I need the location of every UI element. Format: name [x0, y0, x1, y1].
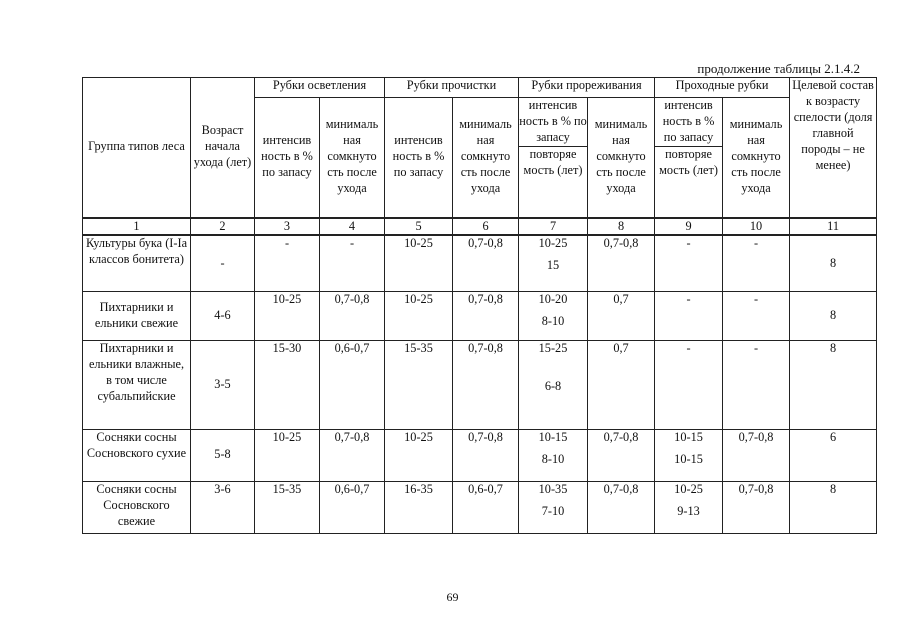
column-number: 3 — [255, 218, 320, 236]
cell-prokhodnye — [655, 340, 723, 429]
cell-prorezhivanie — [519, 340, 588, 429]
header-prokhodnye: Проходные рубки — [655, 78, 790, 98]
cell-intensity: 15-30 — [255, 340, 320, 429]
subheader-min-density: минималь ная сомкнуто сть после ухода — [588, 98, 655, 218]
cell-prokhodnye — [655, 291, 723, 340]
cell-prorezhivanie-repeat: 8-10 — [541, 313, 565, 328]
cell-prorezhivanie-intensity: 10-15 — [538, 429, 568, 444]
subheader-intensity-repeat — [519, 98, 588, 218]
cell-prorezhivanie — [519, 235, 588, 291]
table-row — [83, 340, 877, 429]
cell-min-density: 0,7-0,8 — [723, 429, 790, 481]
cell-prokhodnye-intensity: - — [686, 340, 691, 355]
cell-target: 8 — [790, 340, 877, 429]
cell-intensity: 10-25 — [385, 429, 453, 481]
subheader-intensity: интенсив ность в % по запасу — [519, 98, 587, 147]
cell-min-density: 0,7-0,8 — [588, 429, 655, 481]
cell-age: 5-8 — [191, 429, 255, 481]
cell-prokhodnye-intensity: - — [686, 236, 691, 251]
subheader-repeat: повторяе мость (лет) — [659, 146, 718, 177]
cell-target: 6 — [790, 429, 877, 481]
cell-prorezhivanie — [519, 291, 588, 340]
cell-intensity: - — [255, 235, 320, 291]
header-prorezhivanie: Рубки прореживания — [519, 78, 655, 98]
subheader-intensity: интенсив ность в % по запасу — [655, 98, 722, 147]
column-number: 6 — [453, 218, 519, 236]
cell-prokhodnye-repeat: 10-15 — [674, 451, 703, 466]
cell-prorezhivanie-repeat: 7-10 — [541, 503, 565, 518]
table-caption: продолжение таблицы 2.1.4.2 — [697, 61, 860, 76]
cell-prorezhivanie-repeat: 6-8 — [544, 378, 562, 393]
column-number: 5 — [385, 218, 453, 236]
table-row — [83, 429, 877, 481]
header-group: Группа типов леса — [83, 78, 191, 218]
cell-intensity: 10-25 — [255, 429, 320, 481]
cell-age: 3-5 — [191, 340, 255, 429]
cell-age: - — [191, 235, 255, 291]
cell-min-density: 0,6-0,7 — [453, 481, 519, 533]
cell-target: 8 — [790, 291, 877, 340]
page-number: 69 — [446, 590, 459, 604]
table-row — [83, 291, 877, 340]
subheader-min-density: минималь ная сомкнуто сть после ухода — [320, 98, 385, 218]
subheader-intensity: интенсив ность в % по запасу — [255, 98, 320, 218]
subheader-repeat: повторяе мость (лет) — [523, 146, 583, 177]
cell-target: 8 — [790, 235, 877, 291]
column-number: 9 — [655, 218, 723, 236]
cell-min-density: 0,7-0,8 — [453, 429, 519, 481]
cell-prokhodnye-intensity: - — [686, 291, 691, 306]
cell-prorezhivanie-intensity: 10-25 — [538, 236, 568, 251]
column-number: 2 — [191, 218, 255, 236]
header-age: Возраст начала ухода (лет) — [191, 78, 255, 218]
cell-target: 8 — [790, 481, 877, 533]
cell-prorezhivanie-repeat: 15 — [546, 258, 560, 273]
cell-min-density: - — [723, 291, 790, 340]
cell-prokhodnye — [655, 481, 723, 533]
cell-prokhodnye — [655, 235, 723, 291]
subheader-intensity: интенсив ность в % по запасу — [385, 98, 453, 218]
cell-prorezhivanie — [519, 481, 588, 533]
cell-min-density: 0,7-0,8 — [588, 235, 655, 291]
table-row — [83, 235, 877, 291]
header-prochistka: Рубки прочистки — [385, 78, 519, 98]
cell-group: Пихтарники и ельники влажные, в том числе субальпийские — [83, 340, 191, 429]
cell-prokhodnye-intensity: 10-15 — [674, 429, 703, 444]
cell-min-density: 0,7-0,8 — [453, 291, 519, 340]
cell-min-density: 0,7-0,8 — [320, 291, 385, 340]
cell-prorezhivanie — [519, 429, 588, 481]
header-osvetlenie: Рубки осветления — [255, 78, 385, 98]
cell-min-density: 0,7 — [588, 340, 655, 429]
silviculture-table — [82, 77, 877, 534]
cell-prorezhivanie-repeat: 8-10 — [541, 451, 565, 466]
cell-group: Культуры бука (I-Ia классов бонитета) — [83, 235, 191, 291]
cell-min-density: - — [320, 235, 385, 291]
subheader-min-density: минималь ная сомкнуто сть после ухода — [453, 98, 519, 218]
table-body — [83, 235, 877, 533]
cell-age: 3-6 — [191, 481, 255, 533]
column-number: 8 — [588, 218, 655, 236]
subheader-min-density: минималь ная сомкнуто сть после ухода — [723, 98, 790, 218]
cell-group: Сосняки сосны Сосновского сухие — [83, 429, 191, 481]
cell-prokhodnye — [655, 429, 723, 481]
cell-prorezhivanie-intensity: 10-20 — [538, 291, 568, 306]
cell-prokhodnye-intensity: 10-25 — [674, 481, 703, 496]
column-number: 1 — [83, 218, 191, 236]
cell-prokhodnye-repeat: 9-13 — [677, 503, 700, 518]
cell-min-density: 0,7-0,8 — [320, 429, 385, 481]
cell-intensity: 10-25 — [255, 291, 320, 340]
cell-min-density: 0,7-0,8 — [723, 481, 790, 533]
cell-min-density: 0,6-0,7 — [320, 340, 385, 429]
cell-min-density: - — [723, 340, 790, 429]
column-number: 4 — [320, 218, 385, 236]
header-target-composition: Целевой состав к возрасту спелости (доля главной породы – не менее) — [790, 78, 877, 218]
table-row — [83, 481, 877, 533]
cell-group: Пихтарники и ельники свежие — [83, 291, 191, 340]
cell-min-density: 0,7-0,8 — [453, 235, 519, 291]
column-number: 10 — [723, 218, 790, 236]
cell-prorezhivanie-intensity: 15-25 — [538, 340, 568, 355]
cell-prorezhivanie-intensity: 10-35 — [538, 481, 568, 496]
cell-min-density: 0,6-0,7 — [320, 481, 385, 533]
cell-min-density: 0,7-0,8 — [453, 340, 519, 429]
cell-min-density: 0,7 — [588, 291, 655, 340]
cell-min-density: - — [723, 235, 790, 291]
cell-min-density: 0,7-0,8 — [588, 481, 655, 533]
column-number: 7 — [519, 218, 588, 236]
cell-intensity: 16-35 — [385, 481, 453, 533]
cell-age: 4-6 — [191, 291, 255, 340]
cell-intensity: 15-35 — [255, 481, 320, 533]
cell-intensity: 10-25 — [385, 291, 453, 340]
column-number: 11 — [790, 218, 877, 236]
subheader-intensity-repeat — [655, 98, 723, 218]
cell-intensity: 10-25 — [385, 235, 453, 291]
cell-intensity: 15-35 — [385, 340, 453, 429]
cell-group: Сосняки сосны Сосновского свежие — [83, 481, 191, 533]
